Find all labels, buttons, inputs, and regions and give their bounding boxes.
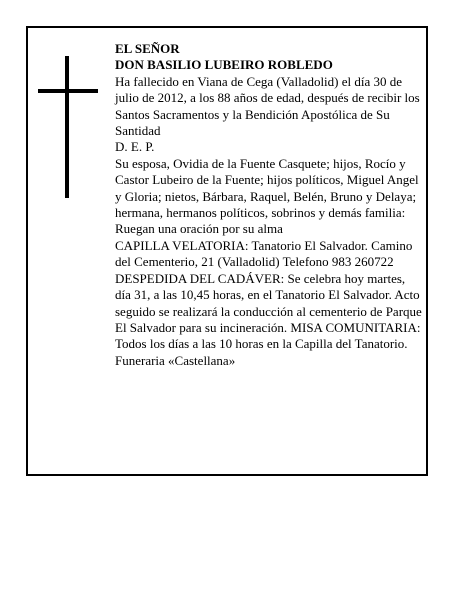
family-list: Su esposa, Ovidia de la Fuente Casquete; hijos, Rocío y Castor Lubeiro de la Fuente; hijos políticos, Miguel Angel y Gloria; nietos, Bárbara, Raquel, Belén, Bruno y Delaya; hermana, hermanos políticos, sobrinos y demás familia:: [115, 155, 419, 221]
cross-horizontal-bar: [38, 89, 98, 93]
deceased-name: DON BASILIO LUBEIRO ROBLEDO: [115, 57, 333, 73]
funeral-service-info: DESPEDIDA DEL CADÁVER: Se celebra hoy martes, día 31, a las 10,45 horas, en el Tanatorio El Salvador. Acto seguido se realizará la conducción al cementerio de Parque El Salvador para su incineración. MISA COMUNITARIA: Todos los días a las 10 horas en la Capilla del Tanatorio.: [115, 270, 422, 352]
death-announcement: Ha fallecido en Viana de Cega (Valladolid) el día 30 de julio de 2012, a los 88 años de edad, después de recibir los Santos Sacramentos y la Bendición Apostólica de Su Santidad: [115, 73, 420, 139]
cross-icon: [38, 56, 98, 198]
funeral-home: Funeraria «Castellana»: [115, 352, 236, 368]
wake-chapel-info: CAPILLA VELATORIA: Tanatorio El Salvador. Camino del Cementerio, 21 (Valladolid) Telefono 983 260722: [115, 237, 413, 270]
rip-line: D. E. P.: [115, 139, 155, 155]
cross-vertical-bar: [65, 56, 69, 198]
obituary-notice: [26, 26, 428, 476]
notice-title-line-1: EL SEÑOR: [115, 41, 180, 56]
notice-body: [115, 41, 423, 369]
prayer-request: Ruegan una oración por su alma: [115, 221, 283, 237]
